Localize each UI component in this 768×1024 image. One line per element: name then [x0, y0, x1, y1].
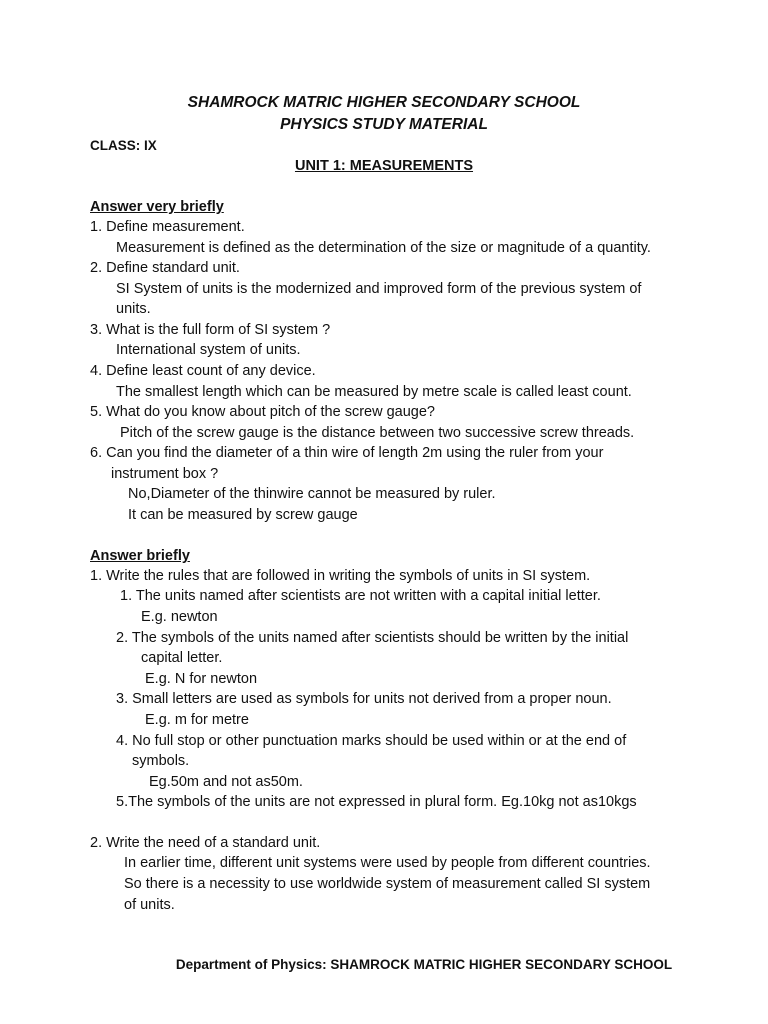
- question-line: 2. Define standard unit.: [90, 260, 240, 276]
- answer-line: International system of units.: [116, 342, 301, 358]
- question-line: 4. Define least count of any device.: [90, 363, 316, 379]
- answer-line: It can be measured by screw gauge: [128, 507, 358, 523]
- rule-line: 2. The symbols of the units named after scientists should be written by the initial: [116, 630, 629, 646]
- answer-line: SI System of units is the modernized and improved form of the previous system of: [116, 281, 642, 297]
- section-heading-very-briefly: Answer very briefly: [90, 199, 224, 215]
- rule-line: capital letter.: [141, 650, 223, 666]
- page-footer: Department of Physics: SHAMROCK MATRIC HIGHER SECONDARY SCHOOL: [175, 957, 673, 972]
- question-line: instrument box ?: [111, 466, 219, 482]
- question-line: 5. What do you know about pitch of the screw gauge?: [90, 404, 435, 420]
- rule-line: 3. Small letters are used as symbols for units not derived from a proper noun.: [116, 691, 612, 707]
- rule-line: 5.The symbols of the units are not expressed in plural form. Eg.10kg not as10kgs: [116, 794, 637, 810]
- answer-line: Pitch of the screw gauge is the distance between two successive screw threads.: [120, 425, 635, 441]
- answer-line: In earlier time, different unit systems were used by people from different countries.: [124, 855, 651, 871]
- example-line: E.g. N for newton: [145, 671, 258, 687]
- rule-line: symbols.: [132, 753, 190, 769]
- unit-title: UNIT 1: MEASUREMENTS: [294, 158, 474, 174]
- answer-line: The smallest length which can be measured by metre scale is called least count.: [116, 384, 632, 400]
- example-line: E.g. m for metre: [145, 712, 249, 728]
- answer-line: units.: [116, 301, 151, 317]
- rule-line: 4. No full stop or other punctuation marks should be used within or at the end of: [116, 733, 627, 749]
- example-line: Eg.50m and not as50m.: [149, 774, 303, 790]
- question-line: 6. Can you find the diameter of a thin wire of length 2m using the ruler from your: [90, 445, 604, 461]
- answer-line: No,Diameter of the thinwire cannot be measured by ruler.: [128, 486, 496, 502]
- question-line: 1. Define measurement.: [90, 219, 245, 235]
- section-heading-briefly: Answer briefly: [90, 548, 190, 564]
- class-label: CLASS: IX: [90, 138, 157, 153]
- answer-line: So there is a necessity to use worldwide system of measurement called SI system: [124, 876, 651, 892]
- subject-title: PHYSICS STUDY MATERIAL: [280, 116, 488, 133]
- example-line: E.g. newton: [141, 609, 218, 625]
- rule-line: 1. The units named after scientists are not written with a capital initial letter.: [120, 588, 601, 604]
- answer-line: of units.: [124, 897, 175, 913]
- question-line: 1. Write the rules that are followed in writing the symbols of units in SI system.: [90, 568, 591, 584]
- question-line: 2. Write the need of a standard unit.: [90, 835, 321, 851]
- answer-line: Measurement is defined as the determination of the size or magnitude of a quantity.: [116, 240, 651, 256]
- question-line: 3. What is the full form of SI system ?: [90, 322, 331, 338]
- school-title: SHAMROCK MATRIC HIGHER SECONDARY SCHOOL: [187, 94, 581, 111]
